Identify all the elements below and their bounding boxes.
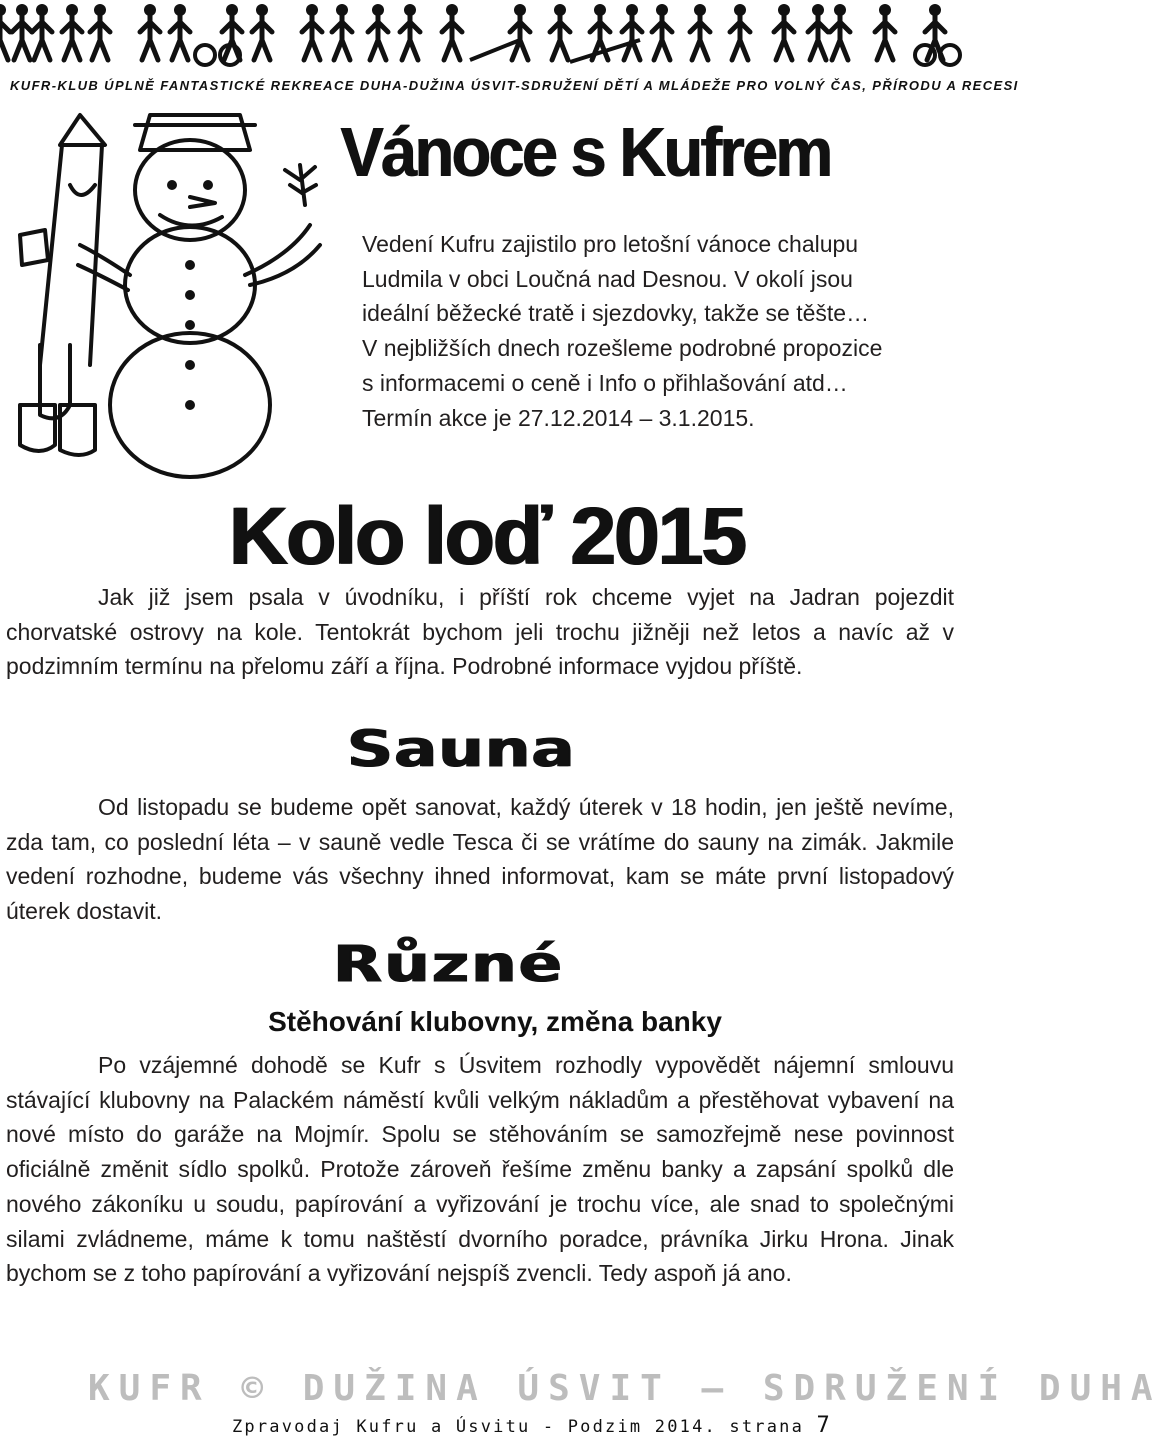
vanoce-paragraph [362,227,958,435]
footer-newsletter-line [232,1413,830,1438]
header-figures-illustration [0,0,960,70]
footer-logo-text: KUFR © DUŽINA ÚSVIT – SDRUŽENÍ DUHA [88,1368,1162,1409]
sauna-paragraph: Od listopadu se budeme opět sanovat, každý úterek v 18 hodin, jen ještě nevíme, zda tam, co poslední léta – v sauně vedle Tesca či se vrátíme do sauny na zimák. Jakmile vedení rozhodne, budeme vás všechny ihned informovat, kam se máte první listopadový úterek dostavit. [6,794,954,925]
vanoce-line: Vedení Kufru zajistilo pro letošní vánoce chalupu [362,231,859,257]
kolo-paragraph: Jak již jsem psala v úvodníku, i příští rok chceme vyjet na Jadran pojezdit chorvatské ostrovy na kole. Tentokrát bychom jeli trochu jižněji než letos a navíc až v podzimním termínu na přelomu září a října. Podrobné informace vyjdou příště. [6,584,954,680]
organization-tagline: KUFR-KLUB ÚPLNĚ FANTASTICKÉ REKREACE DUHA-DUŽINA ÚSVIT-SDRUŽENÍ DĚTÍ A MLÁDEŽE PRO VOLNÝ ČAS, PŘÍRODU A RECESI [10,78,1019,93]
ruzne-subheading [0,1006,960,1038]
vanoce-line: ideální běžecké tratě i sjezdovky, takže se těšte… [362,300,870,327]
page-number: 7 [816,1413,830,1438]
vanoce-line: V nejbližších dnech rozešleme podrobné propozice [362,335,883,362]
vanoce-heading: Vánoce s Kufrem [340,113,830,191]
newsletter-name: Zpravodaj Kufru a Úsvitu - Podzim 2014. strana [232,1417,805,1437]
ruzne-heading: Různé [332,935,564,995]
ruzne-paragraph: Po vzájemné dohodě se Kufr s Úsvitem rozhodly vypovědět nájemní smlouvu stávající klubovny na Palackém náměstí kvůli velkým nákladům a přestěhovat vybavení na nové místo do garáže na Mojmír. Spolu se stěhováním se samozřejmě nese povinnost oficiálně změnit sídlo spolků. Protože zároveň řešíme změnu banky a zapsání spolků dle nového zákoníku u soudu, papírování a vyřizování je trochu více, ale snad to společnými silami zvládneme, máme k tomu naštěstí dvorního poradce, právníka Jirku Hrona. Jinak bychom se z toho papírování a vyřizování nejspíš zvencli. Tedy aspoň já ano. [6,1052,954,1287]
sauna-heading: Sauna [346,720,575,780]
ruzne-subheading-text: Stěhování klubovny, změna banky [268,1006,722,1037]
vanoce-line: Ludmila v obci Loučná nad Desnou. V okolí jsou [362,265,853,292]
vanoce-line: Termín akce je 27.12.2014 – 3.1.2015. [362,404,755,431]
vanoce-line: s informacemi o ceně i Info o přihlašování atd… [362,369,848,396]
kolo-heading: Kolo loď 2015 [228,491,744,582]
snowman-illustration [0,105,360,485]
